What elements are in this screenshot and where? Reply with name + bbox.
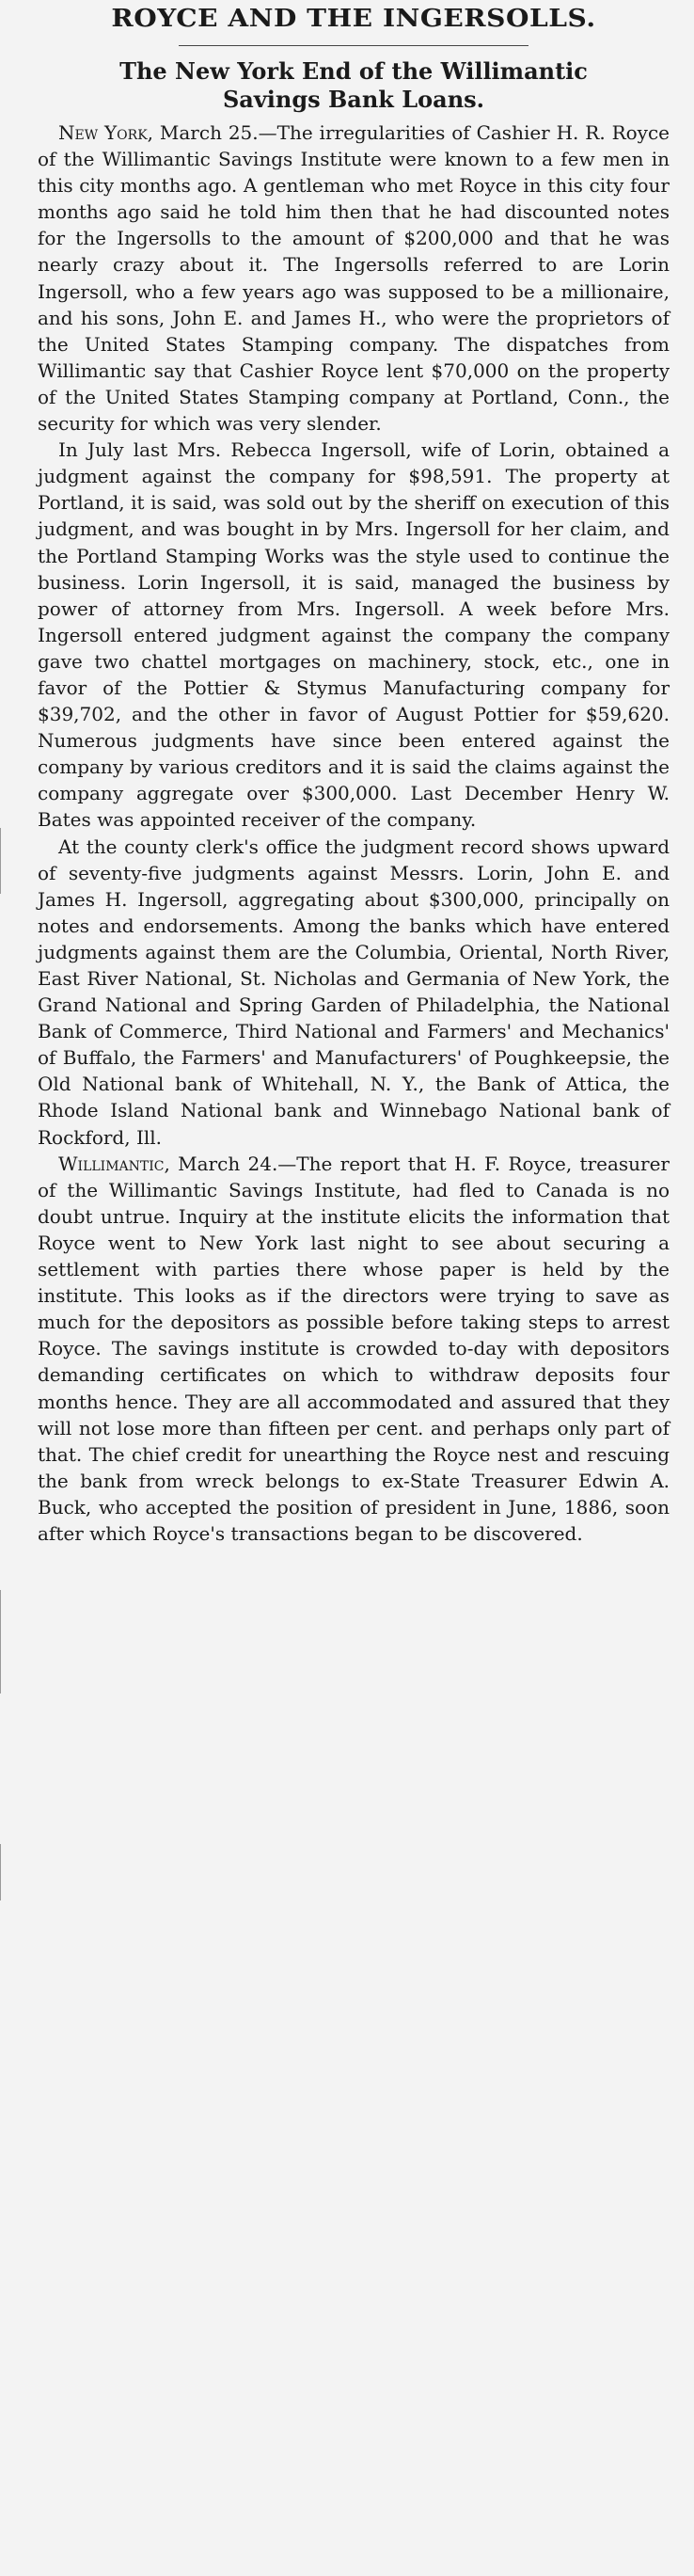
article-subheadline [38,57,670,114]
paragraph-text: At the county clerk's office the judgment record shows upward of seventy-five judgments against Messrs. Lorin, John E. and James H. Ingersoll, aggregating about $300,000, principally on notes and endorsements. Among the banks which have entered judgments against them are the Columbia, Oriental, North River, East River National, St. Nicholas and Germania of New York, the Grand National and Spring Garden of Philadelphia, the National Bank of Commerce, Third National and Farmers' and Mechanics' of Buffalo, the Farmers' and Manufacturers' of Poughkeepsie, the Old National bank of Whitehall, N. Y., the Bank of Attica, the Rhode Island National bank and Winnebago National bank of Rockford, Ill. [38,835,670,1149]
subheadline-line-1: The New York End of the Willimantic [119,57,588,85]
page-edge-mark [0,1844,1,1900]
page-edge-mark [0,1590,1,1693]
article-body [38,119,670,1547]
paragraph-text: In July last Mrs. Rebecca Ingersoll, wife of Lorin, obtained a judgment against the company for $98,591. The property at Portland, it is said, was sold out by the sheriff on execution of this judgment, and was bought in by Mrs. Ingersoll for her claim, and the Portland Stamping Works was the style used to continue the business. Lorin Ingersoll, it is said, managed the business by power of attorney from Mrs. Ingersoll. A week before Mrs. Ingersoll entered judgment against the company the company gave two chattel mortgages on machinery, stock, etc., one in favor of the Pottier & Stymus Manufacturing company for $39,702, and the other in favor of August Pottier for $59,620. Numerous judgments have since been entered against the company by various creditors and it is said the claims against the company aggregate over $300,000. Last December Henry W. Bates was appointed receiver of the company. [38,438,670,832]
paragraph-text: , March 25.—The irregularities of Cashier H. R. Royce of the Willimantic Savings Institute were known to a few men in this city months ago. A gentleman who met Royce in this city four months ago said he told him then that he had discounted notes for the Ingersolls to the amount of $200,000 and that he was nearly crazy about it. The Ingersolls referred to are Lorin Ingersoll, who a few years ago was supposed to be a millionaire, and his sons, John E. and James H., who were the proprietors of the United States Stamping company. The dispatches from Willimantic say that Cashier Royce lent $70,000 on the property of the United States Stamping company at Portland, Conn., the security for which was very slender. [38,121,670,436]
article-paragraph [38,437,670,833]
dateline: Willimantic [58,1152,165,1175]
dateline: New York [58,121,148,144]
page-edge-mark [0,828,1,894]
article-paragraph [38,834,670,1151]
article-paragraph [38,1151,670,1547]
article-paragraph [38,119,670,437]
subheadline-line-2: Savings Bank Loans. [222,86,485,113]
paragraph-text: , March 24.—The report that H. F. Royce, treasurer of the Willimantic Savings Institute, had fled to Canada is no doubt untrue. Inquiry at the institute elicits the information that Royce went to New York last night to see about securing a settlement with parties there whose paper is held by the institute. This looks as if the directors were trying to save as much for the depositors as possible before taking steps to arrest Royce. The savings institute is crowded to-day with depositors demanding certificates on which to withdraw deposits four months hence. They are all accommodated and assured that they will not lose more than fifteen per cent. and perhaps only part of that. The chief credit for unearthing the Royce nest and rescuing the bank from wreck belongs to ex-State Treasurer Edwin A. Buck, who accepted the position of president in June, 1886, soon after which Royce's transactions began to be discovered. [38,1152,670,1545]
article-headline: ROYCE AND THE INGERSOLLS. [111,5,596,33]
headline-rule [179,45,528,46]
